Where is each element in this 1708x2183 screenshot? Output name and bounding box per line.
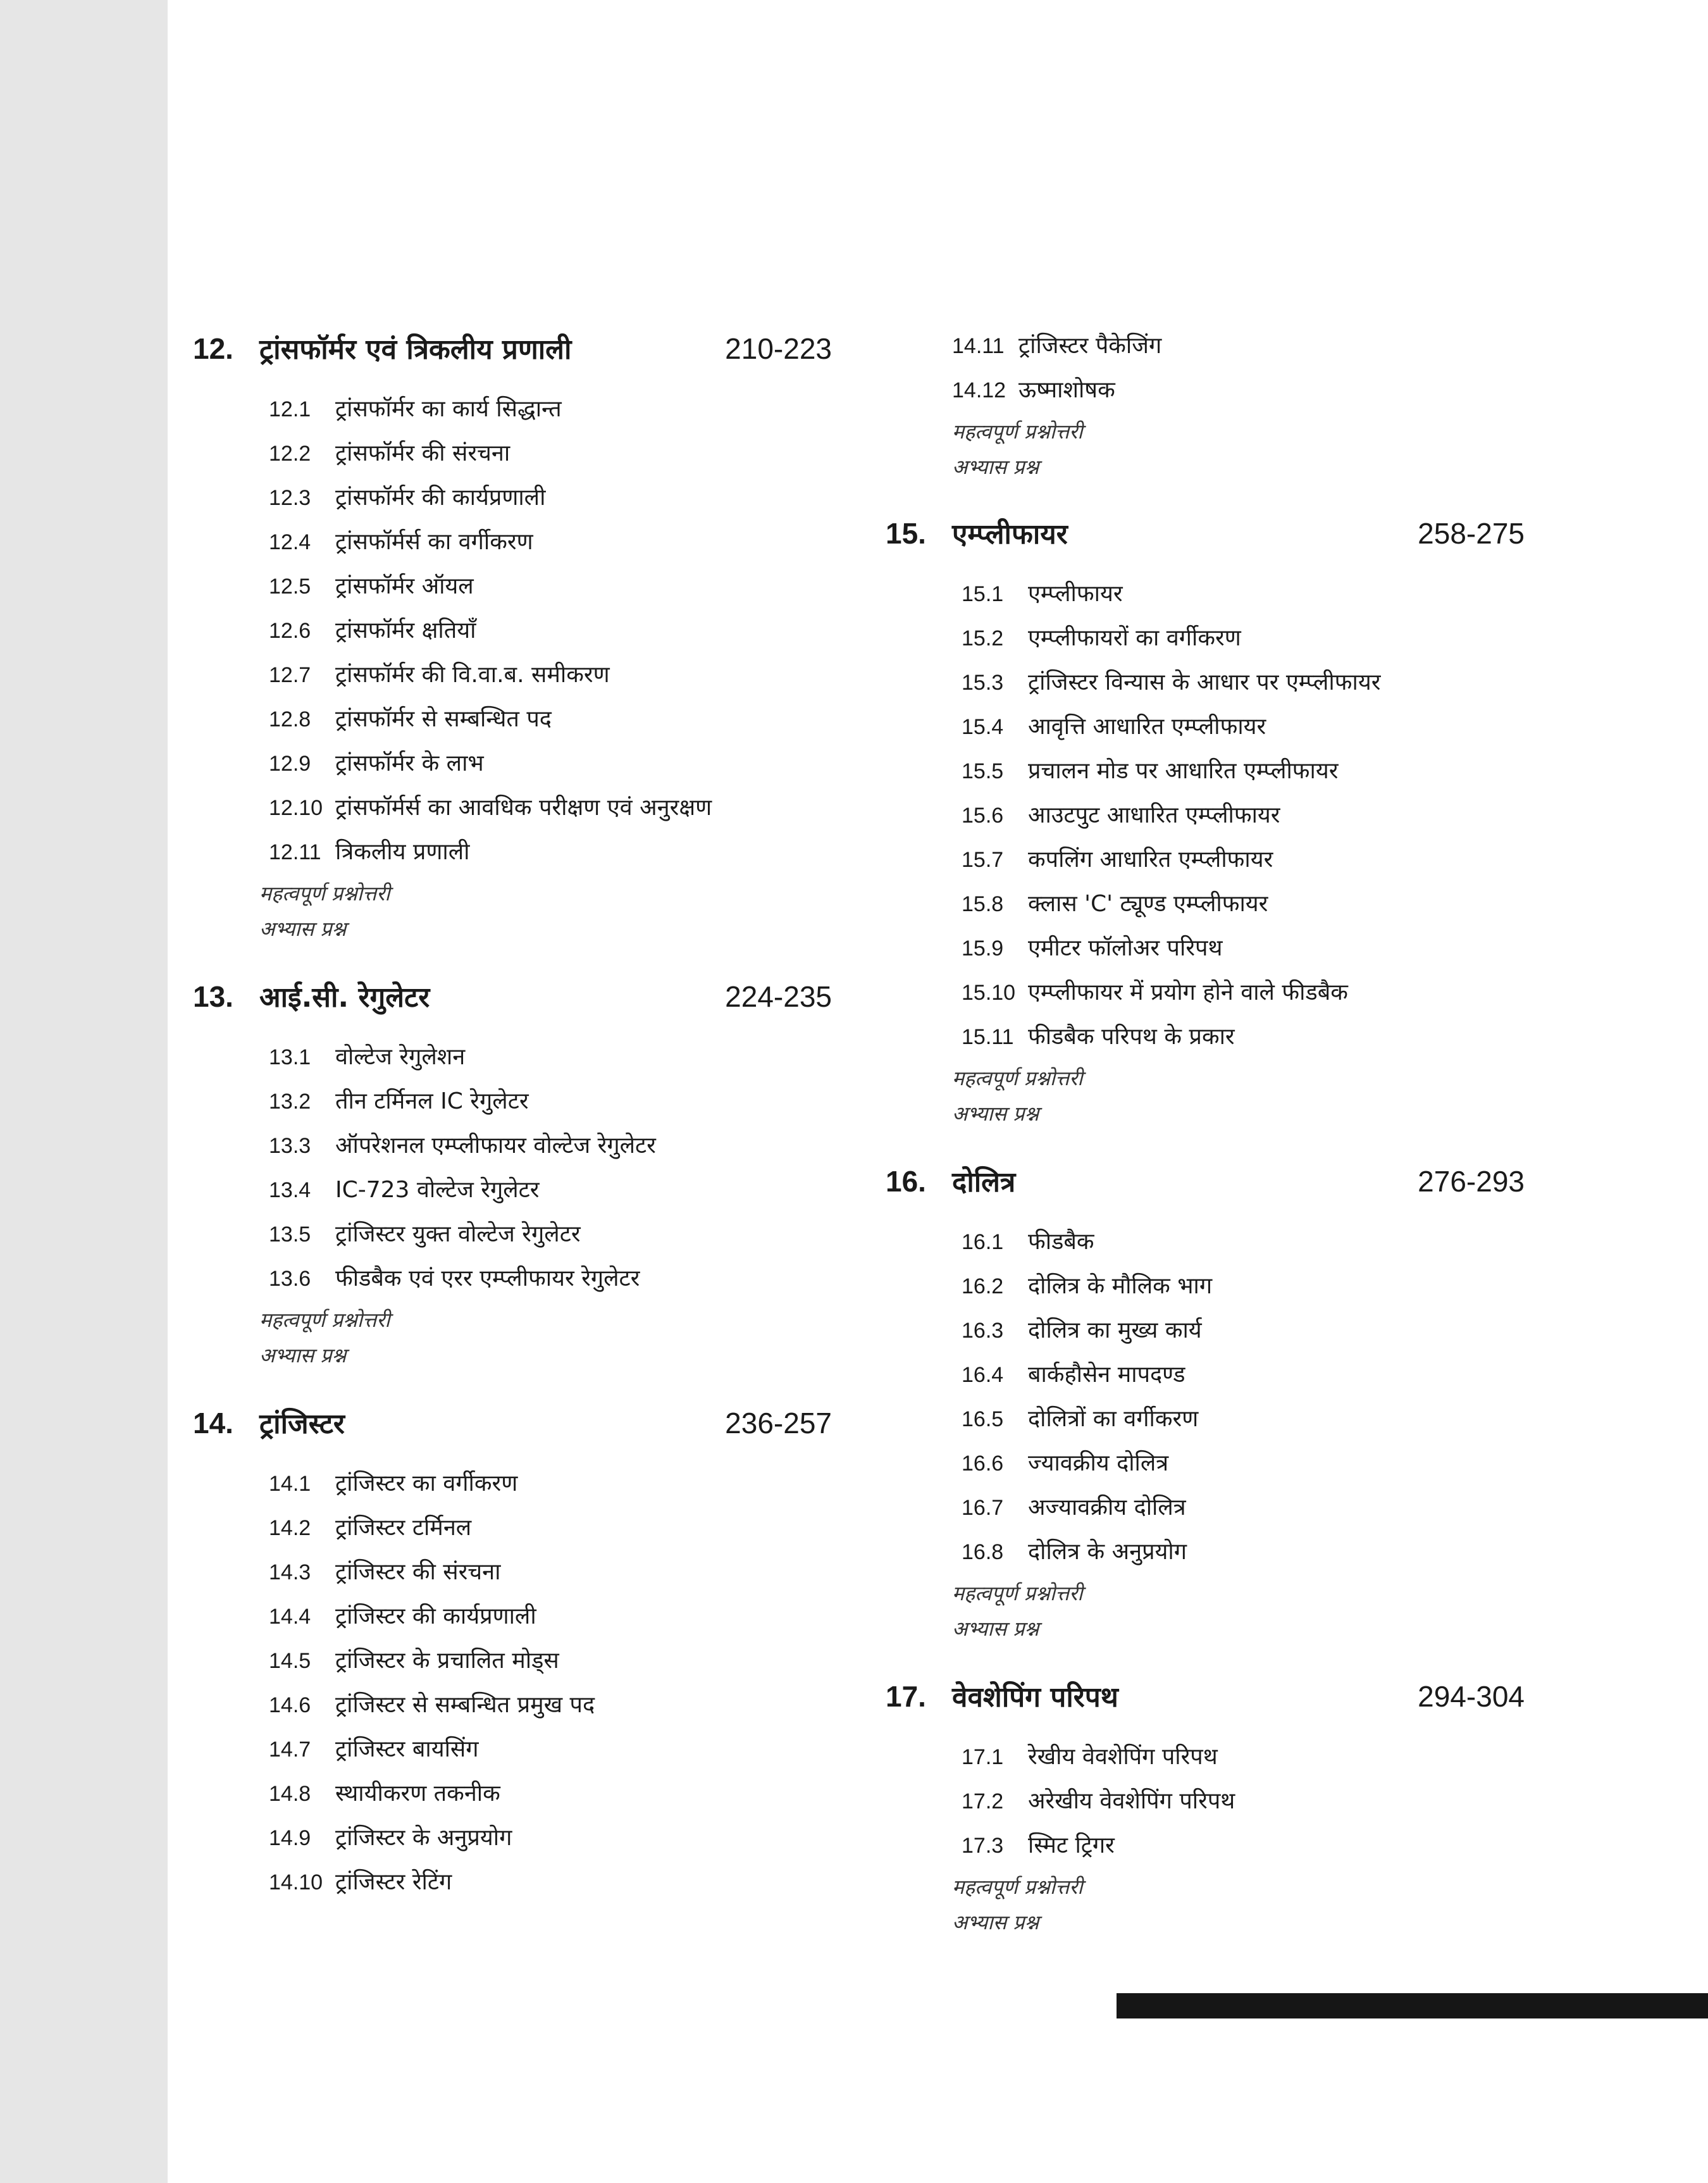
page-margin-strip [0,0,168,2183]
toc-section-item[interactable] [193,437,832,481]
toc-section-item[interactable] [886,1491,1525,1535]
chapter-pages: 294-304 [1418,1680,1525,1713]
section-title: ट्रांजिस्टर से सम्बन्धित प्रमुख पद [335,1692,595,1718]
important-qa-note[interactable]: महत्वपूर्ण प्रश्नोत्तरी [952,1875,1083,1899]
section-title: फीडबैक [1028,1229,1094,1255]
practice-questions-note[interactable]: अभ्यास प्रश्न [259,1343,347,1367]
section-title: ट्रांसफॉर्मर की वि.वा.ब. समीकरण [335,662,610,688]
practice-questions-note[interactable]: अभ्यास प्रश्न [952,1910,1039,1934]
chapter-title: ट्रांसफॉर्मर एवं त्रिकलीय प्रणाली [259,333,572,366]
toc-section-item[interactable] [193,1600,832,1644]
chapter-number: 15. [886,517,926,550]
section-number: 14.2 [269,1516,311,1540]
section-title: क्लास 'C' ट्यूण्ड एम्प्लीफायर [1028,891,1268,917]
chapter-number: 17. [886,1680,926,1713]
toc-section-item[interactable] [886,1535,1525,1579]
chapter-number: 14. [193,1407,233,1440]
section-number: 12.1 [269,397,311,421]
toc-section-item[interactable] [886,1358,1525,1402]
toc-section-item[interactable] [886,1225,1525,1269]
toc-section-item[interactable] [193,747,832,791]
section-number: 13.5 [269,1222,311,1247]
toc-section-item[interactable] [886,710,1525,754]
toc-section-item[interactable] [886,976,1525,1020]
important-qa-note[interactable]: महत्वपूर्ण प्रश्नोत्तरी [952,1581,1083,1605]
section-title: आवृत्ति आधारित एम्प्लीफायर [1028,714,1266,740]
chapter-15 [886,514,1525,1135]
section-title: स्मिट ट्रिगर [1028,1832,1115,1858]
toc-section-item[interactable] [886,1740,1525,1784]
important-qa-note[interactable]: महत्वपूर्ण प्रश्नोत्तरी [259,1308,390,1332]
chapter-heading[interactable] [886,1162,1525,1225]
section-title: दोलित्रों का वर्गीकरण [1028,1406,1199,1432]
toc-section-item[interactable] [886,1314,1525,1358]
chapter-17 [886,1677,1525,1944]
toc-section-item[interactable] [193,1555,832,1600]
toc-section-item[interactable] [886,329,1525,373]
section-title: ट्रांजिस्टर बायसिंग [335,1736,479,1762]
toc-section-item[interactable] [193,1732,832,1777]
section-number: 13.2 [269,1090,311,1114]
section-title: कपलिंग आधारित एम्प्लीफायर [1028,847,1273,873]
chapter-heading[interactable] [193,977,832,1040]
toc-section-item[interactable] [193,1085,832,1129]
chapter-heading[interactable] [886,514,1525,577]
section-number: 13.3 [269,1134,311,1158]
section-title: ट्रांसफॉर्मर की कार्यप्रणाली [335,485,546,511]
toc-section-item[interactable] [193,1688,832,1732]
toc-section-item[interactable] [886,1402,1525,1446]
section-title: ट्रांसफॉर्मर से सम्बन्धित पद [335,706,552,732]
toc-section-item[interactable] [193,791,832,835]
chapter-12 [193,329,832,950]
section-title: बार्कहौसेन मापदण्ड [1028,1362,1185,1388]
toc-section-item[interactable] [886,577,1525,621]
toc-section-item[interactable] [193,481,832,525]
section-title: ट्रांजिस्टर युक्त वोल्टेज रेगुलेटर [335,1221,581,1247]
section-title: दोलित्र का मुख्य कार्य [1028,1317,1202,1343]
toc-section-item[interactable] [193,1467,832,1511]
chapter-pages: 224-235 [725,980,832,1013]
section-number: 14.6 [269,1693,311,1717]
section-number: 15.6 [962,804,1004,828]
decorative-bottom-bar [1117,1993,1708,2018]
section-title: एम्प्लीफायर में प्रयोग होने वाले फीडबैक [1028,980,1348,1005]
section-title: ट्रांजिस्टर की संरचना [335,1559,501,1585]
section-title: ट्रांसफॉर्मर का कार्य सिद्धान्त [335,396,562,422]
section-title: ट्रांसफॉर्मर ऑयल [335,573,474,599]
toc-section-item[interactable] [193,1865,832,1910]
section-title: ट्रांजिस्टर के अनुप्रयोग [335,1825,512,1851]
chapter-13 [193,977,832,1377]
chapter-title: एम्प्लीफायर [952,518,1068,550]
section-number: 14.11 [952,334,1005,358]
section-number: 15.11 [962,1025,1014,1049]
section-title: प्रचालन मोड पर आधारित एम्प्लीफायर [1028,758,1339,784]
chapter-number: 16. [886,1165,926,1198]
section-number: 16.6 [962,1452,1004,1476]
toc-right-column [886,329,1525,1944]
section-title: ऑपरेशनल एम्प्लीफायर वोल्टेज रेगुलेटर [335,1133,656,1159]
section-number: 16.5 [962,1407,1004,1431]
chapter-number: 13. [193,980,233,1013]
section-title: ऊष्माशोषक [1018,377,1115,403]
toc-section-item[interactable] [193,614,832,658]
toc-section-item[interactable] [886,887,1525,931]
section-title: दोलित्र के अनुप्रयोग [1028,1539,1187,1565]
section-number: 15.10 [962,981,1016,1005]
section-number: 14.1 [269,1472,311,1496]
toc-section-item[interactable] [193,835,832,880]
section-title: अरेखीय वेवशेपिंग परिपथ [1028,1788,1235,1814]
practice-questions-note[interactable]: अभ्यास प्रश्न [952,455,1039,479]
toc-section-item[interactable] [886,931,1525,976]
toc-section-item[interactable] [193,1217,832,1262]
section-number: 13.1 [269,1045,311,1069]
toc-section-item[interactable] [193,1262,832,1306]
toc-section-item[interactable] [193,1777,832,1821]
section-title: त्रिकलीय प्रणाली [335,839,470,865]
section-title: एम्प्लीफायरों का वर्गीकरण [1028,625,1241,651]
important-qa-note[interactable]: महत्वपूर्ण प्रश्नोत्तरी [952,1066,1083,1090]
toc-section-item[interactable] [193,1511,832,1555]
section-title: अज्यावक्रीय दोलित्र [1028,1495,1186,1521]
section-title: फीडबैक परिपथ के प्रकार [1028,1024,1235,1050]
chapter-14 [193,1403,832,1910]
toc-section-item[interactable] [193,702,832,747]
section-number: 12.8 [269,707,311,731]
chapter-heading[interactable] [193,1403,832,1467]
section-number: 14.8 [269,1782,311,1806]
chapter-14-continued [886,329,1525,488]
section-title: ट्रांजिस्टर के प्रचालित मोड्स [335,1648,559,1674]
section-number: 13.4 [269,1178,311,1202]
toc-section-item[interactable] [886,1446,1525,1491]
section-number: 14.12 [952,378,1006,402]
section-number: 12.2 [269,442,311,466]
section-number: 15.4 [962,715,1004,739]
section-number: 14.9 [269,1826,311,1850]
toc-section-item[interactable] [193,525,832,569]
section-number: 17.2 [962,1789,1004,1813]
toc-section-item[interactable] [193,1173,832,1217]
section-number: 14.5 [269,1649,311,1673]
toc-section-item[interactable] [886,373,1525,418]
section-number: 15.7 [962,848,1004,872]
section-number: 14.4 [269,1605,311,1629]
chapter-pages: 258-275 [1418,517,1525,550]
toc-section-item[interactable] [886,1829,1525,1873]
chapter-number: 12. [193,332,233,365]
section-title: IC-723 वोल्टेज रेगुलेटर [335,1177,540,1203]
chapter-pages: 276-293 [1418,1165,1525,1198]
section-number: 12.5 [269,575,311,599]
section-number: 15.1 [962,582,1004,606]
toc-section-item[interactable] [886,666,1525,710]
section-title: रेखीय वेवशेपिंग परिपथ [1028,1744,1218,1770]
section-number: 17.3 [962,1834,1004,1858]
section-number: 15.5 [962,759,1004,783]
practice-questions-note[interactable]: अभ्यास प्रश्न [259,917,347,941]
section-title: ट्रांजिस्टर पैकेजिंग [1018,333,1162,359]
toc-section-item[interactable] [193,658,832,702]
section-number: 16.4 [962,1363,1004,1387]
chapter-pages: 236-257 [725,1407,832,1440]
section-number: 16.3 [962,1319,1004,1343]
section-title: ट्रांसफॉर्मर के लाभ [335,750,484,776]
section-number: 16.2 [962,1274,1004,1298]
chapter-title: दोलित्र [952,1166,1016,1198]
section-number: 15.8 [962,892,1004,916]
toc-section-item[interactable] [886,621,1525,666]
section-title: तीन टर्मिनल IC रेगुलेटर [335,1088,529,1114]
toc-section-item[interactable] [193,1821,832,1865]
chapter-16 [886,1162,1525,1650]
section-title: ट्रांसफॉर्मर की संरचना [335,440,511,466]
toc-left-column [193,329,832,1910]
section-number: 14.7 [269,1738,311,1762]
toc-section-item[interactable] [193,1129,832,1173]
section-title: फीडबैक एवं एरर एम्प्लीफायर रेगुलेटर [335,1266,640,1291]
practice-questions-note[interactable]: अभ्यास प्रश्न [952,1617,1039,1641]
section-title: एम्प्लीफायर [1028,581,1123,607]
section-title: ज्यावक्रीय दोलित्र [1028,1450,1169,1476]
section-title: ट्रांसफॉर्मर क्षतियाँ [335,618,476,644]
toc-section-item[interactable] [886,1020,1525,1064]
section-number: 12.9 [269,752,311,776]
section-title: ट्रांसफॉर्मर्स का आवधिक परीक्षण एवं अनुरक्षण [335,795,712,821]
section-title: ट्रांजिस्टर टर्मिनल [335,1515,472,1541]
section-title: ट्रांजिस्टर का वर्गीकरण [335,1471,518,1496]
section-number: 14.3 [269,1560,311,1584]
toc-section-item[interactable] [886,1784,1525,1829]
section-number: 15.3 [962,671,1004,695]
practice-questions-note[interactable]: अभ्यास प्रश्न [952,1102,1039,1126]
toc-section-item[interactable] [193,1040,832,1085]
section-number: 12.10 [269,796,323,820]
section-number: 12.4 [269,530,311,554]
section-title: आउटपुट आधारित एम्प्लीफायर [1028,802,1280,828]
chapter-title: वेवशेपिंग परिपथ [952,1681,1118,1713]
section-number: 13.6 [269,1267,311,1291]
section-title: ट्रांजिस्टर की कार्यप्रणाली [335,1603,536,1629]
section-number: 12.3 [269,486,311,510]
section-number: 16.7 [962,1496,1004,1520]
section-title: दोलित्र के मौलिक भाग [1028,1273,1213,1299]
section-number: 17.1 [962,1745,1004,1769]
toc-section-item[interactable] [886,754,1525,799]
chapter-heading[interactable] [193,329,832,392]
section-title: वोल्टेज रेगुलेशन [335,1044,466,1070]
section-title: ट्रांजिस्टर रेटिंग [335,1869,452,1895]
toc-section-item[interactable] [886,843,1525,887]
section-title: ट्रांसफॉर्मर्स का वर्गीकरण [335,529,533,555]
section-number: 14.10 [269,1870,323,1894]
section-number: 12.11 [269,840,321,864]
section-number: 12.7 [269,663,311,687]
section-number: 12.6 [269,619,311,643]
chapter-title: आई.सी. रेगुलेटर [259,981,430,1014]
toc-section-item[interactable] [193,392,832,437]
toc-section-item[interactable] [886,799,1525,843]
toc-section-item[interactable] [193,1644,832,1688]
section-title: स्थायीकरण तकनीक [335,1781,500,1807]
toc-section-item[interactable] [886,1269,1525,1314]
section-number: 16.8 [962,1540,1004,1564]
chapter-pages: 210-223 [725,332,832,365]
section-number: 15.2 [962,626,1004,650]
section-number: 16.1 [962,1230,1004,1254]
section-title: एमीटर फॉलोअर परिपथ [1028,935,1223,961]
section-title: ट्रांजिस्टर विन्यास के आधार पर एम्प्लीफायर [1028,669,1381,695]
important-qa-note[interactable]: महत्वपूर्ण प्रश्नोत्तरी [259,881,390,905]
section-number: 15.9 [962,936,1004,961]
chapter-title: ट्रांजिस्टर [259,1408,345,1440]
chapter-heading[interactable] [886,1677,1525,1740]
toc-section-item[interactable] [193,569,832,614]
important-qa-note[interactable]: महत्वपूर्ण प्रश्नोत्तरी [952,420,1083,444]
